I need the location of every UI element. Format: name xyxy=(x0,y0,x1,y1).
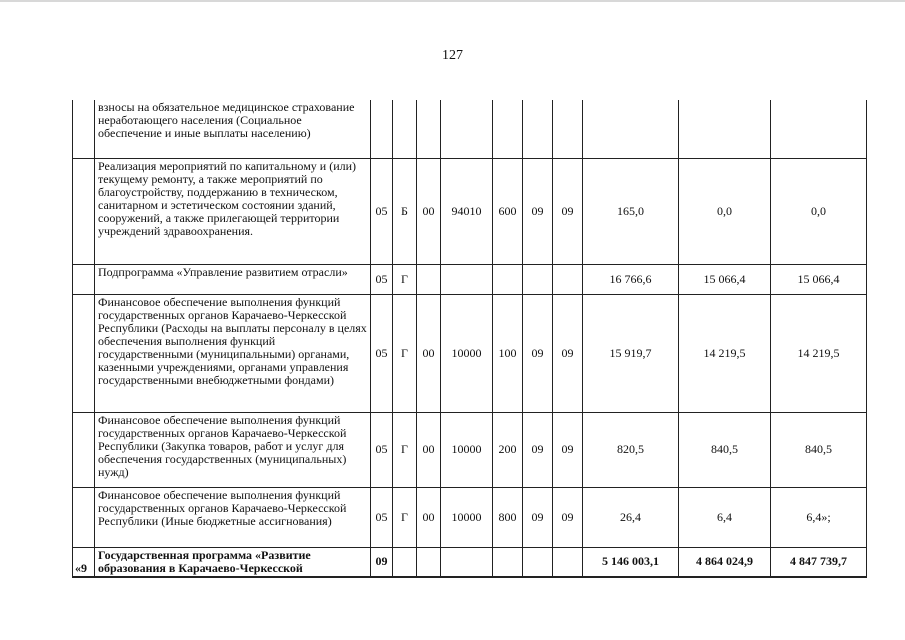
code-event: 00 xyxy=(417,158,441,264)
amount-year-2: 4 864 024,9 xyxy=(679,547,771,577)
code-event: 00 xyxy=(417,294,441,412)
table-row xyxy=(73,264,867,294)
scan-top-edge xyxy=(0,0,905,2)
code-subdivision xyxy=(553,100,583,158)
table-row xyxy=(73,158,867,264)
row-index xyxy=(73,412,95,487)
code-section: 09 xyxy=(371,547,393,577)
code-subprogram: Г xyxy=(393,264,417,294)
amount-year-2: 6,4 xyxy=(679,487,771,547)
code-subprogram: Б xyxy=(393,158,417,264)
row-name: Финансовое обеспечение выполнения функций государственных органов Карачаево-Черкесской Республики (Закупка товаров, работ и услуг для обеспечения государственных (муниципальных) нужд) xyxy=(95,412,371,487)
code-expense-type xyxy=(493,547,523,577)
amount-year-3: 6,4»; xyxy=(771,487,867,547)
code-expense-type: 800 xyxy=(493,487,523,547)
amount-year-1: 16 766,6 xyxy=(583,264,679,294)
row-index xyxy=(73,158,95,264)
code-event xyxy=(417,264,441,294)
amount-year-2: 840,5 xyxy=(679,412,771,487)
amount-year-1 xyxy=(583,100,679,158)
code-expense-type xyxy=(493,264,523,294)
code-section xyxy=(371,100,393,158)
row-name: Подпрограмма «Управление развитием отрасли» xyxy=(95,264,371,294)
amount-year-3: 840,5 xyxy=(771,412,867,487)
table-row xyxy=(73,100,867,158)
amount-year-1: 820,5 xyxy=(583,412,679,487)
code-subdivision: 09 xyxy=(553,158,583,264)
code-division xyxy=(523,547,553,577)
amount-year-3: 15 066,4 xyxy=(771,264,867,294)
code-section: 05 xyxy=(371,294,393,412)
code-expense-type: 200 xyxy=(493,412,523,487)
row-index: «9 xyxy=(73,547,95,577)
code-subprogram: Г xyxy=(393,294,417,412)
code-subprogram xyxy=(393,100,417,158)
code-expense-type: 100 xyxy=(493,294,523,412)
code-direction: 10000 xyxy=(441,294,493,412)
code-division: 09 xyxy=(523,158,553,264)
code-division: 09 xyxy=(523,294,553,412)
code-subdivision xyxy=(553,547,583,577)
code-subdivision: 09 xyxy=(553,412,583,487)
table-row xyxy=(73,487,867,547)
amount-year-2: 15 066,4 xyxy=(679,264,771,294)
code-direction: 10000 xyxy=(441,487,493,547)
amount-year-1: 26,4 xyxy=(583,487,679,547)
amount-year-3 xyxy=(771,100,867,158)
amount-year-2 xyxy=(679,100,771,158)
code-division xyxy=(523,264,553,294)
row-name: Государственная программа «Развитие образования в Карачаево-Черкесской xyxy=(95,547,371,577)
code-direction xyxy=(441,264,493,294)
code-event: 00 xyxy=(417,412,441,487)
table-row xyxy=(73,294,867,412)
row-index xyxy=(73,294,95,412)
code-subdivision: 09 xyxy=(553,487,583,547)
amount-year-1: 5 146 003,1 xyxy=(583,547,679,577)
amount-year-3: 0,0 xyxy=(771,158,867,264)
table-row xyxy=(73,412,867,487)
code-division xyxy=(523,100,553,158)
code-subdivision: 09 xyxy=(553,294,583,412)
budget-table xyxy=(72,100,867,578)
row-name: Финансовое обеспечение выполнения функций государственных органов Карачаево-Черкесской Республики (Иные бюджетные ассигнования) xyxy=(95,487,371,547)
code-section: 05 xyxy=(371,487,393,547)
code-direction: 10000 xyxy=(441,412,493,487)
code-section: 05 xyxy=(371,264,393,294)
code-subprogram: Г xyxy=(393,412,417,487)
code-event xyxy=(417,547,441,577)
code-event: 00 xyxy=(417,487,441,547)
amount-year-1: 165,0 xyxy=(583,158,679,264)
code-subprogram xyxy=(393,547,417,577)
code-direction xyxy=(441,100,493,158)
page-number: 127 xyxy=(442,48,463,63)
amount-year-3: 14 219,5 xyxy=(771,294,867,412)
code-section: 05 xyxy=(371,412,393,487)
row-name: Реализация мероприятий по капитальному и (или) текущему ремонту, а также мероприятий по благоустройству, поддержанию в техническом, санитарном и эстетическом состоянии зданий, сооружений, а также прилегающей территории учреждений здравоохранения. xyxy=(95,158,371,264)
code-direction xyxy=(441,547,493,577)
row-index xyxy=(73,487,95,547)
code-expense-type xyxy=(493,100,523,158)
amount-year-1: 15 919,7 xyxy=(583,294,679,412)
row-index xyxy=(73,264,95,294)
amount-year-2: 14 219,5 xyxy=(679,294,771,412)
table-body xyxy=(73,100,867,577)
table-row xyxy=(73,547,867,577)
code-event xyxy=(417,100,441,158)
code-division: 09 xyxy=(523,487,553,547)
row-name: Финансовое обеспечение выполнения функций государственных органов Карачаево-Черкесской Республики (Расходы на выплаты персоналу в целях обеспечения выполнения функций государственными (муниципальными) органами, казенными учреждениями, органами управления государственными внебюджетными фондами) xyxy=(95,294,371,412)
code-division: 09 xyxy=(523,412,553,487)
code-expense-type: 600 xyxy=(493,158,523,264)
code-subdivision xyxy=(553,264,583,294)
row-name: взносы на обязательное медицинское страхование неработающего населения (Социальное обеспечение и иные выплаты населению) xyxy=(95,100,371,158)
row-index xyxy=(73,100,95,158)
code-section: 05 xyxy=(371,158,393,264)
code-direction: 94010 xyxy=(441,158,493,264)
amount-year-2: 0,0 xyxy=(679,158,771,264)
amount-year-3: 4 847 739,7 xyxy=(771,547,867,577)
code-subprogram: Г xyxy=(393,487,417,547)
